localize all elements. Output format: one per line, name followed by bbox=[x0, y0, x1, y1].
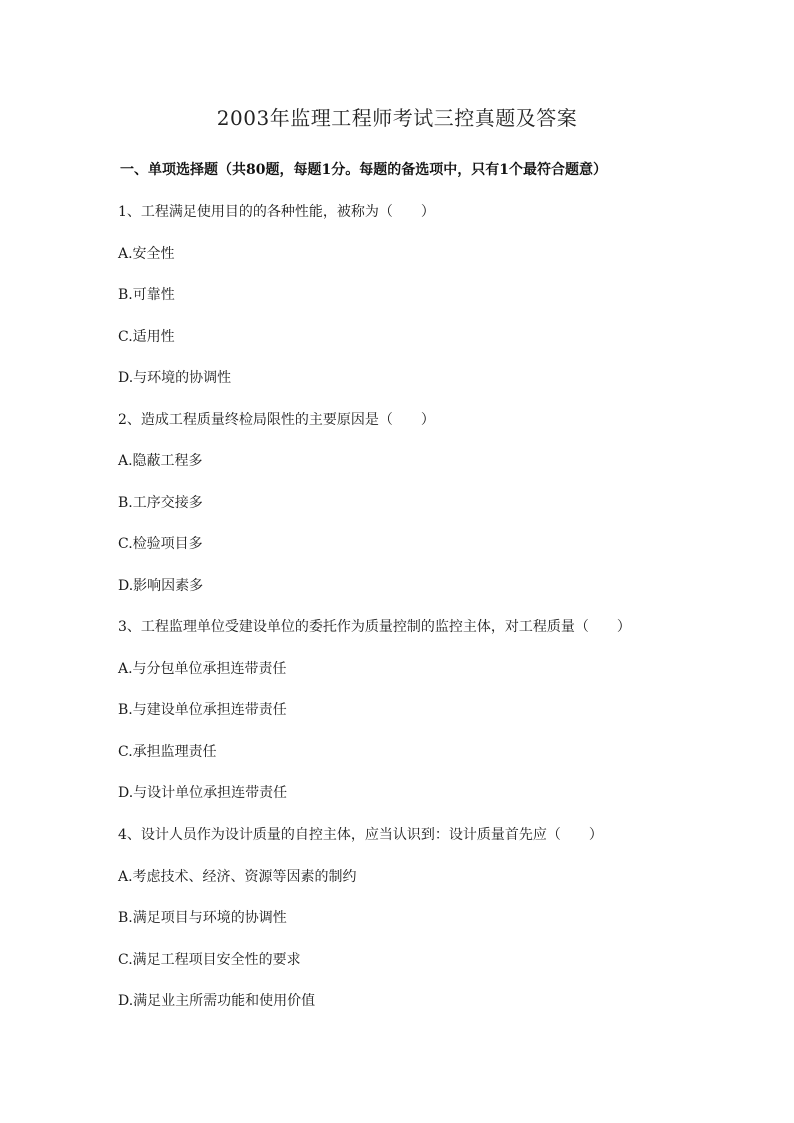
question-2-option-d: D.影响因素多 bbox=[118, 578, 204, 594]
question-3-option-c: C.承担监理责任 bbox=[118, 744, 217, 760]
question-4-option-b: B.满足项目与环境的协调性 bbox=[118, 910, 287, 926]
question-4-stem: 4、设计人员作为设计质量的自控主体，应当认识到：设计质量首先应（ ） bbox=[118, 827, 603, 843]
question-3-option-b: B.与建设单位承担连带责任 bbox=[118, 702, 287, 718]
question-1-option-c: C.适用性 bbox=[118, 329, 175, 345]
question-2-option-c: C.检验项目多 bbox=[118, 536, 203, 552]
question-3-stem: 3、工程监理单位受建设单位的委托作为质量控制的监控主体，对工程质量（ ） bbox=[118, 619, 631, 635]
question-1-option-b: B.可靠性 bbox=[118, 287, 175, 303]
question-3-option-a: A.与分包单位承担连带责任 bbox=[118, 661, 287, 677]
question-4-option-d: D.满足业主所需功能和使用价值 bbox=[118, 993, 316, 1009]
question-4-option-c: C.满足工程项目安全性的要求 bbox=[118, 952, 301, 968]
question-3-option-d: D.与设计单位承担连带责任 bbox=[118, 785, 288, 801]
question-4-option-a: A.考虑技术、经济、资源等因素的制约 bbox=[118, 869, 357, 885]
question-2-option-a: A.隐蔽工程多 bbox=[118, 453, 203, 469]
question-1-option-a: A.安全性 bbox=[118, 246, 175, 262]
section-heading: 一、单项选择题（共80题，每题1分。每题的备选项中，只有1个最符合题意） bbox=[120, 162, 607, 178]
question-2-option-b: B.工序交接多 bbox=[118, 495, 203, 511]
document-title: 2003年监理工程师考试三控真题及答案 bbox=[216, 106, 578, 130]
question-2-stem: 2、造成工程质量终检局限性的主要原因是（ ） bbox=[118, 412, 435, 428]
question-1-stem: 1、工程满足使用目的的各种性能，被称为（ ） bbox=[118, 204, 435, 220]
question-1-option-d: D.与环境的协调性 bbox=[118, 370, 232, 386]
